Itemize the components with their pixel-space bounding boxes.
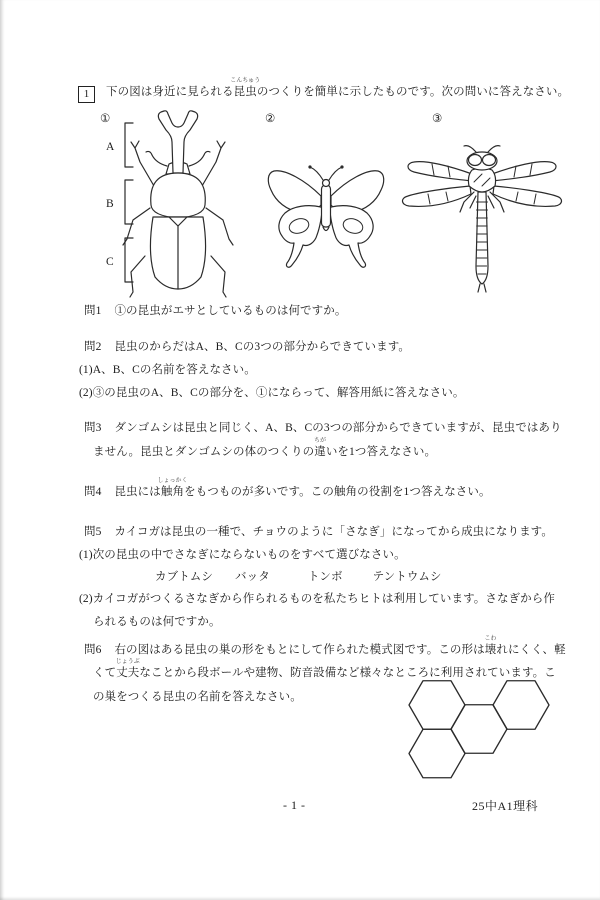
- question-4-text: 昆虫には触角 しょっかく をもつものが多いです。この触角の役割を1つ答えなさい。: [114, 477, 491, 498]
- bracket-b-label: B: [106, 198, 114, 210]
- document-code: 25中A1理科: [472, 799, 539, 813]
- question-6-text-line1: 右の図はある昆虫の巣の形をもとにして作られた模式図です。この形は壊 こわ れにくく、軽: [114, 635, 566, 656]
- figure-butterfly: [255, 106, 395, 296]
- bracket-a: [125, 123, 133, 167]
- question-3-text-line2: ません。昆虫とダンゴムシの体のつくりの違 ちが いを1つ答えなさい。: [93, 437, 437, 458]
- question-2-sub2: (2)③の昆虫のA、B、Cの部分を、①にならって、解答用紙に答えなさい。: [79, 387, 465, 399]
- question-5-sub2-cont: られるものは何ですか。: [93, 616, 221, 628]
- bracket-c-label: C: [106, 256, 114, 268]
- question-4-label: 問4: [84, 486, 102, 498]
- dragonfly-drawing: [402, 146, 561, 292]
- page-number: - 1 -: [283, 798, 306, 812]
- question-2: [84, 339, 410, 355]
- option-batta: バッタ: [235, 571, 270, 583]
- honeycomb-cells: [409, 681, 549, 778]
- question-2-text: 昆虫のからだはA、B、Cの3つの部分からできています。: [114, 341, 411, 353]
- bracket-b: [125, 180, 133, 224]
- beetle-drawing: [123, 111, 233, 297]
- question-3-text-line1: ダンゴムシは昆虫と同じく、A、B、Cの3つの部分からできていますが、昆虫ではあり: [114, 422, 562, 434]
- figure2-label: ②: [265, 113, 276, 125]
- question-6-text-line3: の巣をつくる昆虫の名前を答えなさい。: [93, 691, 302, 703]
- figure3-label: ③: [432, 113, 443, 125]
- butterfly-drawing: [268, 166, 383, 267]
- question-6: [84, 635, 566, 658]
- figure-dragonfly: [392, 106, 582, 301]
- question-6-label: 問6: [84, 644, 102, 656]
- option-tonbo: トンボ: [307, 571, 343, 583]
- question-3-label: 問3: [84, 422, 102, 434]
- problem-number-box: 1: [78, 86, 95, 103]
- question-3: [84, 420, 562, 436]
- question-2-sub1: (1)A、B、Cの名前を答えなさい。: [79, 364, 256, 376]
- problem-header: [78, 77, 570, 103]
- bracket-a-label: A: [106, 141, 115, 153]
- question-5-sub2: (2)カイコガがつくるさなぎから作られるものを私たちヒトは利用しています。さなぎから作: [79, 593, 555, 605]
- question-5-text: カイコガは昆虫の一種で、チョウのように「さなぎ」になってから成虫になります。: [114, 526, 553, 538]
- question-2-label: 問2: [84, 341, 102, 353]
- question-5: [84, 524, 553, 540]
- option-tentoumushi: テントウムシ: [372, 571, 442, 583]
- question-4: [84, 477, 491, 500]
- problem-intro-text: 下の図は身近に見られる昆虫 こんちゅう のつくりを簡単に示したものです。次の問いに答えなさい。: [106, 77, 570, 98]
- option-kabutomushi: カブトムシ: [155, 571, 213, 583]
- question-1: [84, 303, 346, 319]
- question-1-text: ①の昆虫がエサとしているものは何ですか。: [114, 305, 347, 317]
- question-1-label: 問1: [84, 305, 102, 317]
- figure-honeycomb: [399, 672, 551, 784]
- question-5-options: [155, 569, 442, 585]
- question-6-text-line2: くて丈夫 じょうぶ なことから段ボールや建物、防音設備など様々なところに利用されています。こ: [93, 658, 556, 679]
- question-5-sub1: (1)次の昆虫の中でさなぎにならないものをすべて選びなさい。: [79, 549, 406, 561]
- figure-beetle: [88, 106, 253, 301]
- figure1-label: ①: [100, 113, 111, 125]
- question-5-label: 問5: [84, 526, 102, 538]
